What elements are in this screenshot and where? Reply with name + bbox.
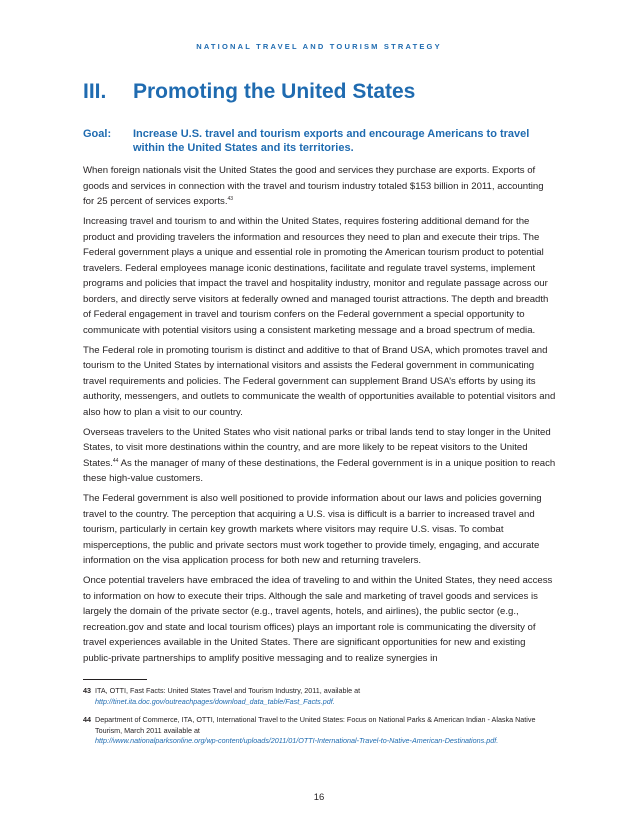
paragraph-5: The Federal government is also well positioned to provide information about our laws and policies governing travel to the country. The perception that acquiring a U.S. visa is difficult is a barrier to increased travel and tourism, particularly in certain key growth markets where visitors may require U.S. visas. To combat misperceptions, the public and private sectors must work together to provide timely, engaging, and accurate information on the visa application process for both new and returning travelers. [83, 493, 542, 566]
paragraph-2: Increasing travel and tourism to and within the United States, requires fostering additional demand for the product and providing travelers the information and resources they need to plan and execute their trips. The Federal government plays a unique and essential role in promoting the American tourism product to potential travelers. Federal employees manage iconic destinations, facilitate and regulate travel systems, implement programs and policies that impact the travel and hospitality industry, monitor and regulate passage across our borders, and directly serve visitors at federally owned and managed tourist attractions. The depth and breadth of Federal engagement in travel and tourism confers on the Federal government a special opportunity to communicate with potential visitors using a consistent marketing message and a broad spectrum of media. [83, 216, 549, 336]
body-text [83, 163, 556, 671]
footnote-divider [83, 679, 147, 680]
goal-statement [83, 127, 563, 155]
footnote-43 [83, 686, 556, 707]
page-number: 16 [313, 792, 325, 803]
footnote-ref-43: 43 [227, 195, 234, 202]
section-number: III. [83, 80, 107, 103]
paragraph-4 [83, 425, 556, 487]
paragraph-6: Once potential travelers have embraced the idea of traveling to and within the United States, they need access to information on how to execute their trips. Although the sale and marketing of travel goods and services is largely the domain of the private sector (e.g., travel agents, hotels, and airlines), the public sector (e.g., recreation.gov and state and local tourism offices) plays an important role is communicating the diversity of travel experiences available in the United States. There are significant opportunities for new and existing public-private partnerships to amplify positive messaging and to realize synergies in [83, 575, 553, 664]
running-header: NATIONAL TRAVEL AND TOURISM STRATEGY [196, 42, 442, 51]
footnote-body [95, 715, 556, 747]
footnote-44 [83, 715, 556, 747]
paragraph-3: The Federal role in promoting tourism is distinct and additive to that of Brand USA, which promotes travel and tourism to the United States by international visitors and assists the Federal government in communicating travel requirements and policies. The Federal government can supplement Brand USA’s efforts by using its authority, messengers, and outlets to communicate the wealth of opportunities available to potential visitors and also how to plan a visit to our country. [83, 344, 556, 418]
footnote-text: ITA, OTTI, Fast Facts: United States Travel and Tourism Industry, 2011, available at [95, 686, 361, 695]
paragraph-4-text-after: As the manager of many of these destinations, the Federal government is in a unique position to reach these high-value customers. [83, 457, 556, 484]
goal-label: Goal: [83, 128, 112, 140]
paragraph-4-text-before: Overseas travelers to the United States who visit national parks or tribal lands tend to stay longer in the United States, to visit more destinations within the country, and are more likely to be repeat visitors to the United States. [83, 426, 551, 469]
footnote-body [95, 686, 556, 707]
footnote-ref-44: 44 [112, 457, 119, 464]
footnote-text: Department of Commerce, ITA, OTTI, International Travel to the United States: Focus on National Parks & American Indian - Alaska Native Tourism, March 2011 available at [95, 715, 536, 735]
goal-text: Increase U.S. travel and tourism exports and encourage Americans to travel within the United States and its territories. [133, 128, 530, 154]
footnote-number: 44 [83, 715, 91, 724]
footnote-link[interactable]: http://www.nationalparksonline.org/wp-content/uploads/2011/01/OTTI-International-Travel-to-Native-American-Destinations.pdf. [95, 736, 499, 745]
section-heading [83, 80, 563, 104]
paragraph-1 [83, 163, 556, 210]
footnotes [83, 686, 556, 755]
footnote-number: 43 [83, 686, 91, 695]
paragraph-1-text: When foreign nationals visit the United States the good and services they purchase are exports. Exports of goods and services in connection with the travel and tourism industry totaled $153 billion in 2011, accounting for 25 percent of services exports. [83, 165, 544, 207]
footnote-link[interactable]: http://tinet.ita.doc.gov/outreachpages/download_data_table/Fast_Facts.pdf. [95, 696, 335, 706]
section-title: Promoting the United States [133, 80, 416, 103]
